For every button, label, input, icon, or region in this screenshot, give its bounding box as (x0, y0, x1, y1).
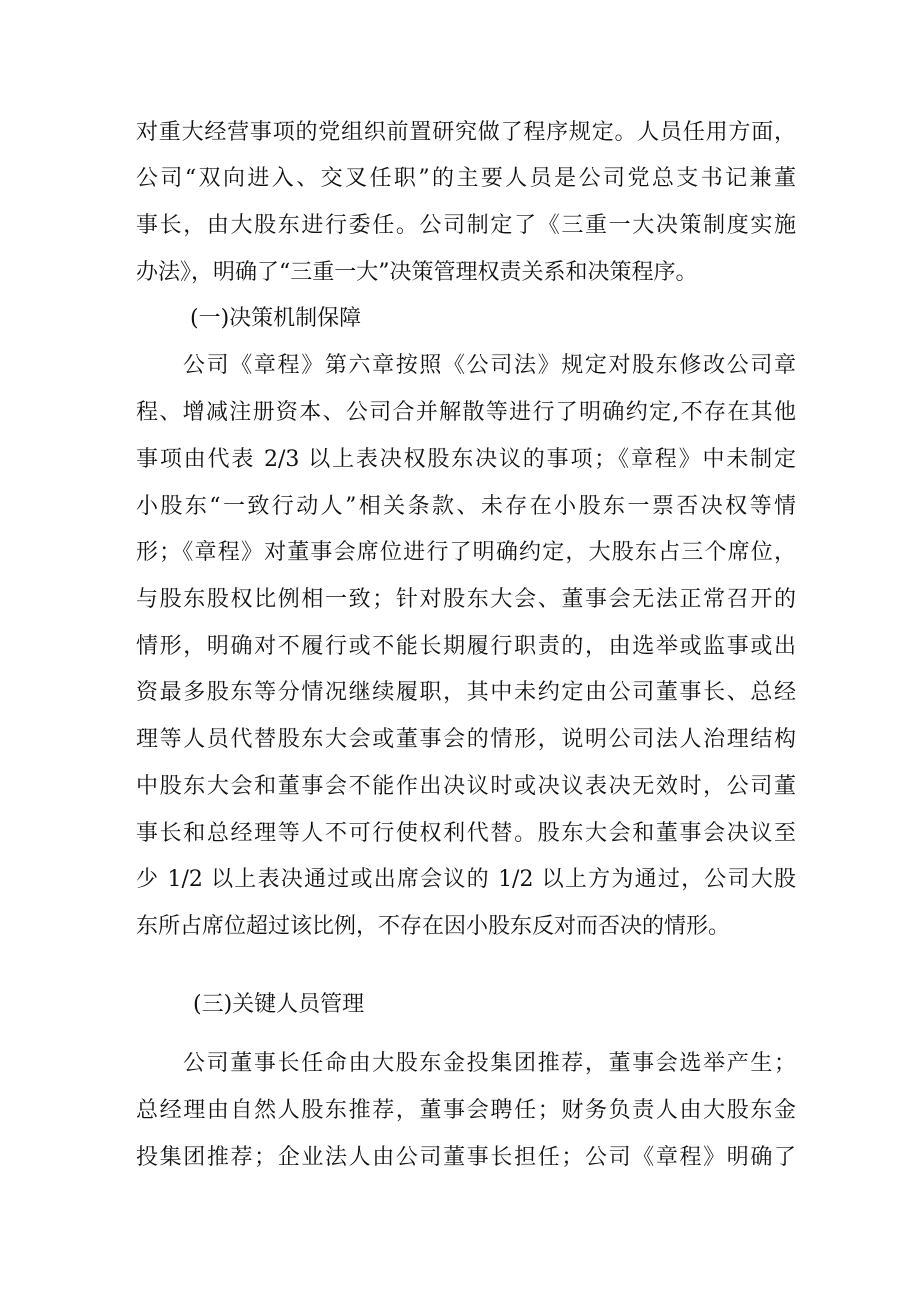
text-line: 事项由代表 2/3 以上表决权股东决议的事项；《章程》中未制定 (136, 447, 796, 472)
text-line: 与股东股权比例相一致；针对股东大会、董事会无法正常召开的 (136, 587, 796, 612)
section-heading: (一)决策机制保障 (190, 306, 362, 331)
text-line: 公司董事长任命由大股东金投集团推荐，董事会选举产生； (183, 1051, 796, 1076)
text-line: 对重大经营事项的党组织前置研究做了程序规定。人员任用方面， (136, 120, 796, 145)
text-line: 情形，明确对不履行或不能长期履行职责的，由选举或监事或出 (136, 634, 796, 659)
text-line: 少 1/2 以上表决通过或出席会议的 1/2 以上方为通过，公司大股 (136, 867, 796, 892)
text-line: 中股东大会和董事会不能作出决议时或决议表决无效时，公司董 (136, 774, 796, 799)
text-line: 投集团推荐；企业法人由公司董事长担任；公司《章程》明确了 (136, 1145, 796, 1170)
text-line: 事长，由大股东进行委任。公司制定了《三重一大决策制度实施 (136, 213, 796, 238)
text-line: 程、增减注册资本、公司合并解散等进行了明确约定,不存在其他 (136, 400, 796, 425)
text-line: 资最多股东等分情况继续履职，其中未约定由公司董事长、总经 (136, 680, 796, 705)
text-line: 东所占席位超过该比例，不存在因小股东反对而否决的情形。 (136, 914, 731, 939)
text-line: 理等人员代替股东大会或董事会的情形，说明公司法人治理结构 (136, 727, 796, 752)
text-line: 总经理由自然人股东推荐，董事会聘任；财务负责人由大股东金 (136, 1098, 796, 1123)
text-line: 形；《章程》对董事会席位进行了明确约定，大股东占三个席位， (136, 540, 796, 565)
text-line: 公司《章程》第六章按照《公司法》规定对股东修改公司章 (183, 353, 796, 378)
text-line: 办法》，明确了“三重一大”决策管理权责关系和决策程序。 (136, 260, 698, 285)
text-line: 小股东“一致行动人”相关条款、未存在小股东一票否决权等情 (136, 494, 796, 519)
text-line: 事长和总经理等人不可行使权利代替。股东大会和董事会决议至 (136, 821, 796, 846)
text-line: 公司“双向进入、交叉任职”的主要人员是公司党总支书记兼董 (136, 166, 796, 191)
section-heading: (三)关键人员管理 (193, 992, 365, 1017)
